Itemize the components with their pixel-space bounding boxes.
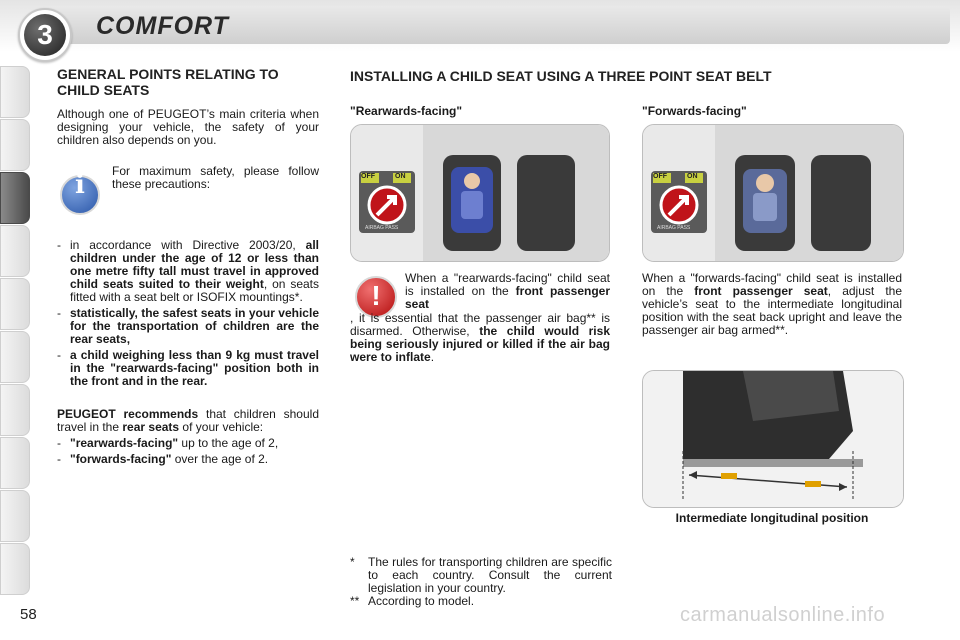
item-bold-text: a child weighing less than 9 kg must travel in the "rearwards-facing" position both in the front and in the rear.	[70, 348, 319, 388]
recommendation-paragraph	[57, 408, 319, 434]
forwards-facing-svg	[643, 125, 903, 261]
item-bold-text: statistically, the safest seats in your vehicle for the transportation of children are the rear seats,	[70, 306, 319, 346]
info-icon	[60, 175, 100, 215]
rear-text-2: , it is essential that the passenger air bag** is disarmed. Otherwise,	[350, 311, 610, 338]
panel-caption: AIRBAG PASS	[657, 225, 691, 231]
info-text: For maximum safety, please follow these precautions:	[112, 164, 319, 191]
forwards-facing-label: "Forwards-facing"	[642, 104, 747, 118]
rearwards-facing-label: "Rearwards-facing"	[350, 104, 463, 118]
footnote	[350, 556, 612, 595]
chapter-tab-10[interactable]	[0, 543, 30, 595]
info-box	[57, 165, 319, 229]
chapter-tab-5[interactable]	[0, 278, 30, 330]
chapter-number: 3	[24, 14, 66, 56]
reco-item-bold: "rearwards-facing"	[70, 436, 179, 450]
rearwards-facing-illustration	[350, 124, 610, 262]
item-bold-text: all children under the age of 12 or less than one metre fifty tall must travel in approved child seats suited to their weight	[70, 238, 319, 291]
page-number: 58	[20, 606, 37, 623]
seat-position-illustration	[642, 370, 904, 508]
panel-caption: AIRBAG PASS	[365, 225, 399, 231]
chapter-tab-6[interactable]	[0, 331, 30, 383]
chapter-tab-7[interactable]	[0, 384, 30, 436]
precautions-list	[57, 239, 319, 388]
reco-text-end: of your vehicle:	[179, 420, 264, 434]
watermark: carmanualsonline.info	[680, 604, 886, 626]
rear-bold: front passenger seat	[405, 284, 611, 311]
front-text: When a "forwards-facing" child seat is installed on the	[642, 271, 902, 298]
rear-text: When a "rearwards-facing" child seat is installed on the	[405, 271, 610, 298]
footnote-text: According to model.	[368, 594, 475, 608]
seat-position-svg	[643, 371, 903, 507]
panel-on-label: ON	[687, 173, 698, 180]
list-item	[57, 453, 319, 466]
item-text: in accordance with Directive 2003/20,	[70, 238, 306, 252]
left-column	[57, 66, 319, 469]
chapter-tab-2[interactable]	[0, 119, 30, 171]
footnote-text: The rules for transporting children are specific to each country. Consult the current legislation in your country.	[368, 555, 612, 595]
reco-bold-2: rear seats	[122, 420, 180, 434]
forwards-facing-text	[642, 272, 902, 337]
reco-item-text: up to the age of 2,	[178, 436, 279, 450]
reco-text: that children should travel in the	[57, 407, 319, 434]
left-section-title: GENERAL POINTS RELATING TO CHILD SEATS	[57, 66, 279, 98]
intro-paragraph: Although one of PEUGEOT’s main criteria when designing your vehicle, the safety of your children also depends on you.	[57, 107, 319, 147]
panel-off-label: OFF	[361, 173, 375, 180]
item-text: , on seats fitted with a seat belt or ISOFIX mountings*.	[70, 277, 319, 304]
right-section-title: INSTALLING A CHILD SEAT USING A THREE POINT SEAT BELT	[350, 68, 772, 84]
front-text-2: , adjust the vehicle’s seat to the intermediate longitudinal position with the seat back upright and leave the passenger air bag armed**.	[642, 284, 902, 337]
list-item	[57, 349, 319, 388]
chapter-tab-3-active[interactable]	[0, 172, 30, 224]
footnote	[350, 595, 612, 608]
reco-bold: PEUGEOT recommends	[57, 407, 199, 421]
list-item	[57, 437, 319, 450]
list-item	[57, 307, 319, 346]
rearwards-warning-text	[350, 312, 610, 364]
forwards-facing-illustration	[642, 124, 904, 262]
front-bold: front passenger seat	[694, 284, 828, 298]
chapter-tab-8[interactable]	[0, 437, 30, 489]
panel-off-label: OFF	[653, 173, 667, 180]
chapter-tabs	[0, 66, 32, 576]
footnote-mark: *	[350, 555, 355, 569]
rearwards-facing-svg	[351, 125, 609, 261]
chapter-tab-9[interactable]	[0, 490, 30, 542]
rear-bold-2: the child would risk being seriously injured or killed if the air bag were to inflate	[350, 324, 610, 364]
rearwards-warning-text-top	[405, 272, 610, 311]
panel-on-label: ON	[395, 173, 406, 180]
seat-position-caption: Intermediate longitudinal position	[675, 511, 869, 525]
recommendation-list	[57, 437, 319, 466]
reco-item-text: over the age of 2.	[171, 452, 269, 466]
reco-item-bold: "forwards-facing"	[70, 452, 172, 466]
footnotes	[350, 556, 612, 608]
page-header	[0, 0, 960, 52]
list-item	[57, 239, 319, 304]
footnote-mark: **	[350, 594, 360, 608]
rear-text-3: .	[430, 350, 435, 364]
chapter-title: COMFORT	[96, 12, 229, 40]
chapter-badge	[18, 8, 72, 62]
chapter-tab-4[interactable]	[0, 225, 30, 277]
chapter-tab-1[interactable]	[0, 66, 30, 118]
